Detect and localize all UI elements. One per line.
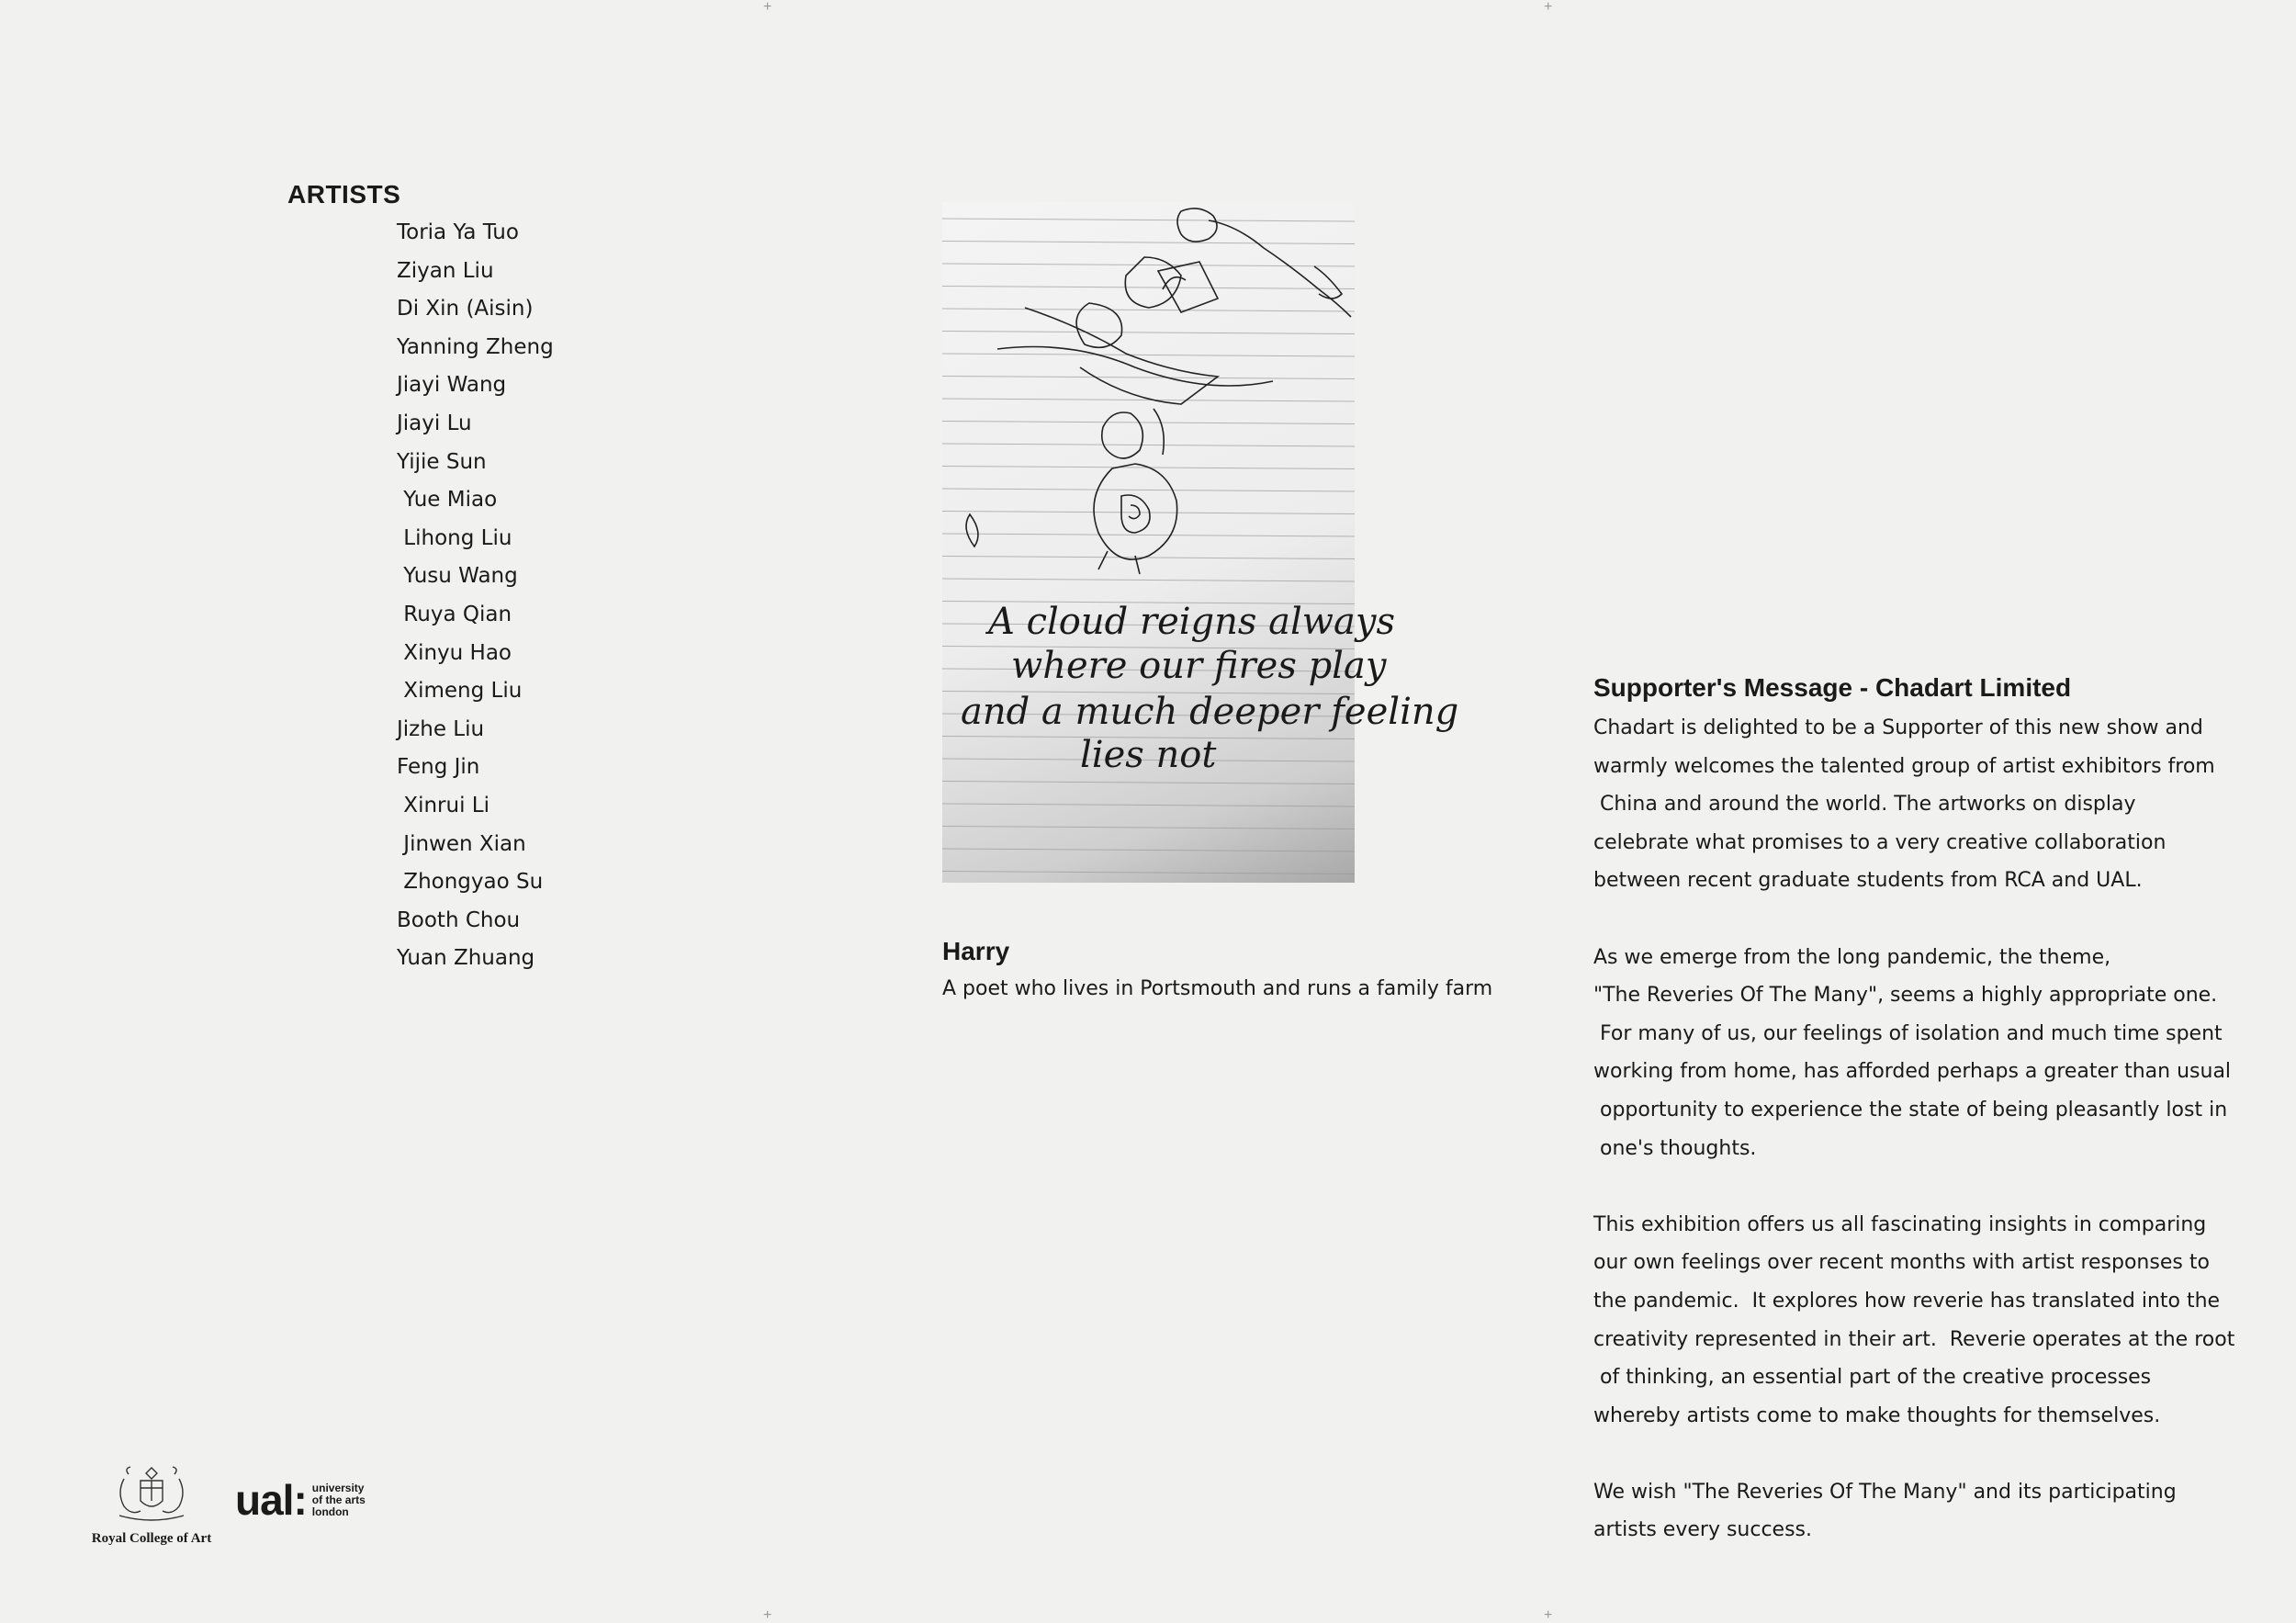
message-line: artists every success.: [1593, 1518, 1813, 1542]
message-paragraph: [1593, 1206, 2255, 1436]
artist-name-item: Yuan Zhuang: [397, 946, 535, 971]
artist-name-item: Xinrui Li: [397, 793, 490, 817]
sketch-figure-top: [997, 209, 1351, 404]
sketch-bird: [966, 409, 1177, 574]
artist-name-item: Yijie Sun: [397, 449, 487, 474]
ual-word-1: university: [311, 1481, 365, 1494]
artist-name-item: Lihong Liu: [397, 525, 512, 550]
message-paragraph: [1593, 939, 2255, 1168]
ual-word-2: of the arts: [311, 1493, 366, 1506]
artist-name-item: Toria Ya Tuo: [397, 220, 519, 244]
artist-name-item: Yusu Wang: [397, 564, 518, 589]
artist-name-item: Feng Jin: [397, 755, 480, 780]
message-line: one's thoughts.: [1593, 1136, 1757, 1160]
message-line: "The Reveries Of The Many", seems a highly appropriate one.: [1593, 984, 2218, 1008]
message-line: whereby artists come to make thoughts for themselves.: [1593, 1403, 2161, 1427]
artist-name-item: Jinwen Xian: [397, 831, 526, 856]
poem-line-2: where our fires play: [1011, 645, 1387, 687]
artist-name-item: Jiayi Wang: [397, 373, 507, 398]
ual-word-3: london: [311, 1505, 349, 1518]
message-line: our own feelings over recent months with artist responses to: [1593, 1251, 2210, 1275]
message-line: between recent graduate students from RCA and UAL.: [1593, 869, 2143, 893]
crop-mark-top-right: +: [1544, 0, 1553, 15]
message-line: warmly welcomes the talented group of artist exhibitors from: [1593, 754, 2215, 778]
message-line: We wish "The Reveries Of The Many" and its participating: [1593, 1480, 2177, 1504]
message-line: For many of us, our feelings of isolation and much time spent: [1593, 1021, 2223, 1045]
ual-logo: [235, 1476, 366, 1524]
artist-list: [397, 214, 554, 978]
artist-name-item: Yanning Zheng: [397, 334, 554, 359]
artist-name-item: Ruya Qian: [397, 602, 512, 626]
artist-name-item: Jizhe Liu: [397, 716, 485, 741]
supporter-message-title: Supporter's Message - Chadart Limited: [1593, 673, 2072, 702]
ual-logo-words: [312, 1482, 366, 1518]
supporter-message-body: [1593, 709, 2255, 1588]
message-line: This exhibition offers us all fascinating insights in comparing: [1593, 1212, 2207, 1236]
featured-artist-name: Harry: [942, 937, 1010, 965]
poem-line-1: A cloud reigns always: [988, 601, 1396, 643]
crop-mark-bottom-right: +: [1544, 1607, 1553, 1623]
message-line: China and around the world. The artworks on display: [1593, 793, 2136, 817]
artist-name-item: Xinyu Hao: [397, 640, 512, 665]
artist-name-item: Ximeng Liu: [397, 679, 523, 704]
rca-crest-icon: [106, 1460, 197, 1525]
message-line: opportunity to experience the state of being pleasantly lost in: [1593, 1098, 2228, 1121]
artists-heading: ARTISTS: [287, 180, 401, 209]
message-line: creativity represented in their art. Reverie operates at the root: [1593, 1327, 2235, 1351]
message-paragraph: [1593, 1473, 2255, 1550]
artwork-drawing: [942, 202, 1459, 883]
ual-logo-mark: ual:: [235, 1476, 307, 1524]
message-line: of thinking, an essential part of the creative processes: [1593, 1366, 2152, 1390]
artist-name-item: Yue Miao: [397, 488, 498, 513]
artist-name-item: Zhongyao Su: [397, 870, 544, 895]
featured-artist-bio: A poet who lives in Portsmouth and runs a family farm: [942, 977, 1493, 1000]
poem-line-4: lies not: [1080, 734, 1217, 776]
artist-name-item: Jiayi Lu: [397, 411, 472, 435]
rca-logo: [83, 1460, 220, 1547]
message-line: Chadart is delighted to be a Supporter of this new show and: [1593, 716, 2203, 739]
message-line: As we emerge from the long pandemic, the theme,: [1593, 945, 2111, 969]
message-line: the pandemic. It explores how reverie has translated into the: [1593, 1289, 2221, 1313]
crop-mark-bottom-left: +: [763, 1607, 772, 1623]
crop-mark-top-left: +: [763, 0, 772, 15]
rca-logo-label: Royal College of Art: [91, 1531, 212, 1546]
message-line: celebrate what promises to a very creative collaboration: [1593, 830, 2167, 854]
artist-name-item: Ziyan Liu: [397, 258, 494, 283]
message-line: working from home, has afforded perhaps a greater than usual: [1593, 1060, 2232, 1084]
artist-name-item: Booth Chou: [397, 907, 521, 932]
message-paragraph: [1593, 709, 2255, 900]
artist-name-item: Di Xin (Aisin): [397, 297, 534, 321]
artwork-image: [942, 202, 1459, 883]
poem-line-3: and a much deeper feeling: [961, 691, 1459, 733]
handwritten-poem: [961, 601, 1458, 776]
